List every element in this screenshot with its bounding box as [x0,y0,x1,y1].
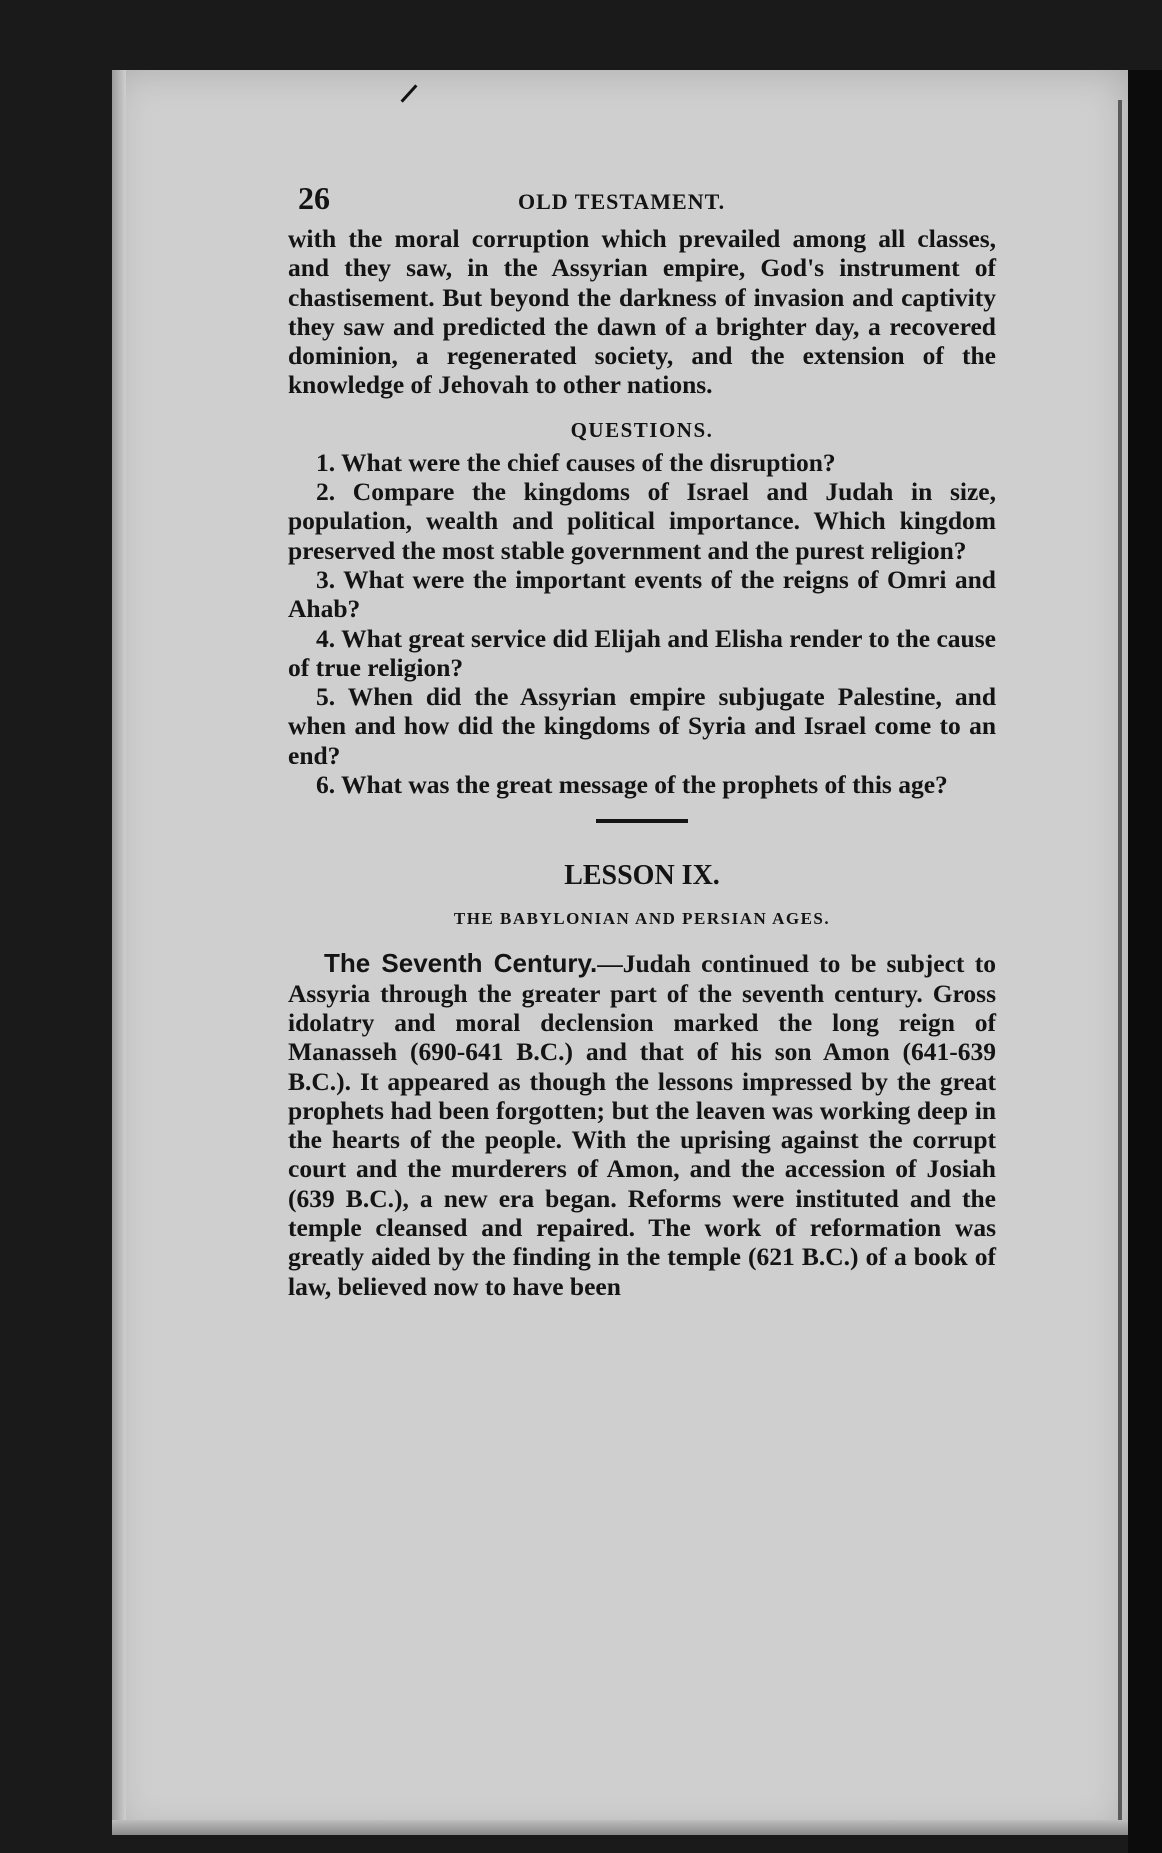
question-item: 6. What was the great message of the prophets of this age? [316,770,948,800]
runin-heading: The Seventh Century. [324,948,598,979]
question-item: 4. What great service did Elijah and Elisha render to the cause of true religion? [288,623,996,682]
running-title: OLD TESTAMENT. [518,189,726,214]
question-item: 2. Compare the kingdoms of Israel and Judah in size, population, wealth and political importance. Which kingdom preserved the most stable government and the purest religion? [288,477,996,565]
page-content [288,180,996,1301]
page-bottom-edge [112,1820,1128,1835]
question-item: 1. What were the chief causes of the disruption? [316,447,836,477]
scan-border-strip [1128,70,1162,1853]
lesson-body: —Judah continued to be subject to Assyria through the greater part of the seventh century. Gross idolatry and moral declension marked the long reign of Manasseh (690-641 B.C.) and that of his son Amon (641-639 B.C.). It appeared as though the lessons impressed by the great prophets had been forgotten; but the leaven was working deep in the hearts of the people. With the uprising against the corrupt court and the murderers of Amon, and the accession of Josiah (639 B.C.), a new era began. Reforms were instituted and the temple cleansed and repaired. The work of reformation was greatly aided by the finding in the temple (621 B.C.) of a book of law, believed now to have been [288,949,996,1301]
lesson-paragraph [288,949,996,1301]
page-header [288,180,996,224]
page-left-edge [112,70,126,1835]
question-item: 3. What were the important events of the reigns of Omri and Ahab? [288,564,996,624]
intro-paragraph: with the moral corruption which prevailed among all classes, and they saw, in the Assyrian empire, God's instrument of chastisement. But beyond the darkness of invasion and captivity they saw and predicted the dawn of a brighter day, a recovered dominion, a regenerated society, and the extension of the knowledge of Jehovah to other nations. [288,224,996,400]
lesson-subtitle: THE BABYLONIAN AND PERSIAN AGES. [453,909,831,929]
question-item: 5. When did the Assyrian empire subjugate Palestine, and when and how did the kingdoms of Syria and Israel come to an end? [288,682,996,770]
page-right-edge [1118,100,1122,1820]
questions-heading: QUESTIONS. [570,417,714,442]
page-number: 26 [298,180,330,216]
section-divider [596,819,688,823]
lesson-title: LESSON IX. [564,860,720,892]
